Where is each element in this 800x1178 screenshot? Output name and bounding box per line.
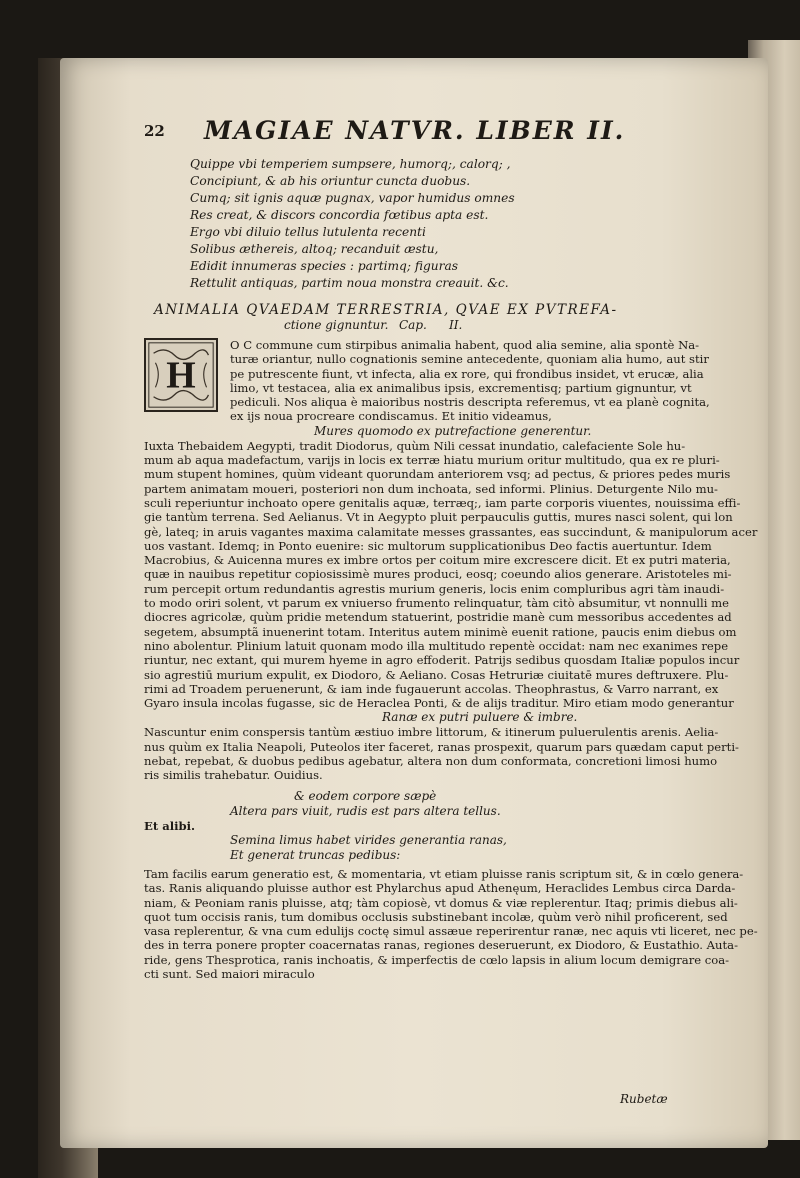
page-header [144,116,719,146]
decorated-initial [144,338,218,412]
section-subhead-mures: Mures quomodo ex putrefactione generentur. [314,423,592,438]
verse-line: Solibus æthereis, altoq; recanduit æstu, [190,242,439,256]
decorated-initial-icon [146,340,216,410]
section-subhead-ranae: Ranæ ex putri puluere & imbre. [382,710,578,725]
text-line: to modo oriri solent, vt parum ex vniuerso frumento relinquatur, tàm citò absumitur, vt nonnulli me [144,596,729,611]
text-line: nus quùm ex Italia Neapoli, Puteolos iter faceret, ranas prospexit, quarum pars quædam caput perti- [144,739,739,754]
text-line: Tam facilis earum generatio est, & momentaria, vt etiam pluisse ranis scriptum sit, & in cœlo genera- [144,866,744,881]
running-title: MAGIAE NATVR. LIBER II. [204,116,626,145]
text-line: segetem, absumptã inuenerint totam. Interitus autem minimè euenit ratione, paucis enim diebus om [144,624,737,639]
chapter-subheading-text: ctione gignuntur. [284,318,389,332]
text-line: Nascuntur enim conspersis tantùm æstiuo imbre littorum, & itinerum puluerulentis arenis. Aelia- [144,725,719,740]
verse-line: Rettulit antiquas, partim noua monstra creauit. &c. [190,276,509,290]
text-line: limo, vt testacea, alia ex animalibus ipsis, excrementisq; partium gignuntur, vt [230,380,692,395]
text-line: tas. Ranis aliquando pluisse author est Phylarchus apud Athenęum, Heraclides Lembus circa Darda- [144,881,736,896]
text-line: vasa replerentur, & vna cum edulijs coctę simul assæue reperirentur ranæ, nec aquis vti liceret, nec pe- [144,924,758,939]
intro-paragraph [144,338,719,424]
chapter-heading: ANIMALIA QVAEDAM TERRESTRIA, QVAE EX PVTREFA- [154,302,618,318]
chapter-cap-number: II. [449,318,463,332]
text-line: Iuxta Thebaidem Aegypti, tradit Diodorus, quùm Nili cessat inundatio, calefaciente Sole hu- [144,438,686,453]
text-line: nino abolentur. Plinium latuit quonam modo illa multitudo repentè occidat: nam nec exanimes repe [144,638,729,653]
chapter-subheading [144,318,719,336]
text-line: gè, lateq; in aruis vagantes maxima calamitate messes grassantes, eas succindunt, & manipulorum acer [144,524,758,539]
text-line: pediculi. Nos aliqua è maioribus nostris descripta referemus, vt ea planè cognita, [230,395,710,410]
text-line: sio agrestiū murium expulit, ex Diodoro, & Aeliano. Cosas Hetruriæ ciuitatē mures deftruxere. Plu- [144,667,729,682]
text-line: turæ oriantur, nullo cognationis semine antecedente, quoniam alia humo, aut stir [230,352,709,367]
text-line: sculi reperiuntur inchoato opere genitalis aquæ, terræq;, iam parte corporis viuentes, nouissima effi- [144,495,741,510]
verse-line: Edidit innumeras species : partimq; figuras [190,259,458,273]
verse-block-top [190,156,719,292]
book-page [60,58,768,1148]
catchword: Rubetæ [620,1092,668,1106]
text-line: quot tum occisis ranis, tum domibus occlusis substinebant incolæ, quùm verò nihil proficerent, sed [144,909,728,924]
text-line: mum stupent homines, quùm videant quorundam anteriorem vsq; ad pectus, & priores pedes muris [144,467,731,482]
initial-letter: H [166,354,196,397]
text-line: rimi ad Troadem peruenerunt, & iam inde fugauerunt accolas. Theophrastus, & Varro narrant, ex [144,681,719,696]
et-alibi-label: Et alibi. [144,818,196,833]
verse-line: Cumq; sit ignis aquæ pugnax, vapor humidus omnes [190,191,515,205]
text-line: des in terra ponere propter coacernatas ranas, regiones deseruerunt, ex Diodoro, & Eustathio. Auta- [144,938,739,953]
body-paragraph-rain-of-frogs [144,866,758,981]
text-line: ex ijs noua procreare condiscamus. Et initio videamus, [230,409,552,424]
text-line: uos vastant. Idemq; in Ponto euenire: sic multorum supplicationibus Deo factis auertuntur. Idem [144,538,712,553]
text-line: rum percepit ortum redundantis agrestis murium generis, locis enim compluribus agri tàm inaudi- [144,581,725,596]
chapter-intro [144,338,719,424]
verse-ovid: Semina limus habet virides generantia ranas, [230,832,507,847]
text-line: diocres agricolæ, quùm pridie metendum statuerint, postridie manè cum messoribus accedentes ad [144,610,732,625]
verse-line: Ergo vbi diluio tellus lutulenta recenti [190,225,426,239]
chapter-cap-label: Cap. [399,318,427,332]
text-line: gie tantùm terrena. Sed Aelianus. Vt in Aegypto pluit perpauculis guttis, mures nasci solent, qui lon [144,510,733,525]
text-line: cti sunt. Sed maiori miraculo [144,966,315,981]
text-line: partem animatam moueri, posteriori non dum inchoata, sed informi. Plinius. Deturgente Nilo mu- [144,481,718,496]
page-number: 22 [144,122,165,140]
verse-line: Res creat, & discors concordia fœtibus apta est. [190,208,489,222]
text-line: quæ in nauibus repetitur copiosissimè mures produci, eosq; coeundo alios generare. Aristoteles mi- [144,567,732,582]
page-content [144,116,758,981]
text-line: Gyaro insula incolas fugasse, sic de Heraclea Ponti, & de alijs traditur. Miro etiam modo generantur [144,696,734,711]
verse-ovid: Altera pars viuit, rudis est pars altera tellus. [230,803,501,818]
text-line: ride, gens Thesprotica, ranis inchoatis, & imperfectis de cœlo lapsis in alium locum demigrare coa- [144,952,730,967]
text-line: O C commune cum stirpibus animalia habent, quod alia semine, alia spontè Na- [230,338,700,352]
text-line: riuntur, nec extant, qui murem hyeme in agro effoderit. Patrijs sedibus quosdam Italiæ populos incur [144,653,740,668]
text-line: Macrobius, & Auicenna mures ex imbre ortos per coitum mire excrescere dicit. Et ex putri materia, [144,553,731,568]
text-line: niam, & Peoniam ranis pluisse, atq; tàm copiosè, vt domus & viæ replerentur. Itaq; primis diebus ali- [144,895,738,910]
text-line: ris similis trahebatur. Ouidius. [144,768,323,783]
body-paragraph-ranae [144,725,739,783]
verse-line: Quippe vbi temperiem sumpsere, humorq;, calorq; , [190,157,511,171]
verse-line: Concipiunt, & ab his oriuntur cuncta duobus. [190,174,471,188]
text-line: pe putrescente fiunt, vt infecta, alia ex rore, qui frondibus insidet, vt erucæ, alia [230,366,704,381]
verse-ovid: & eodem corpore sæpè [294,788,437,803]
text-line: mum ab aqua madefactum, varijs in locis ex terræ hiatu murium oritur multitudo, qua ex re pluri- [144,453,720,468]
verse-ovid: Et generat truncas pedibus: [230,847,401,862]
body-paragraph-mures [144,438,758,711]
text-line: nebat, repebat, & duobus pedibus agebatur, altera non dum conformata, concretioni limosi humo [144,754,718,769]
